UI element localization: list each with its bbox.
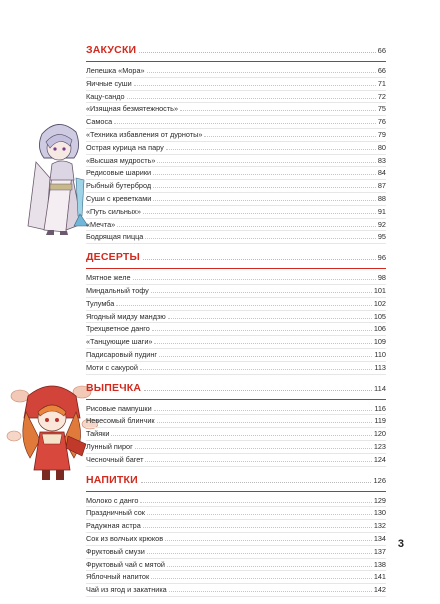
toc-entry[interactable] xyxy=(86,336,386,349)
dot-leader xyxy=(141,482,372,483)
toc-entry[interactable] xyxy=(86,129,386,142)
toc-entry[interactable] xyxy=(86,349,386,362)
toc-entry[interactable] xyxy=(86,219,386,232)
entry-page-number: 84 xyxy=(377,168,386,178)
dot-leader xyxy=(153,200,376,201)
toc-section xyxy=(86,251,386,374)
toc-entry[interactable] xyxy=(86,285,386,298)
dot-leader xyxy=(157,422,373,423)
entry-page-number: 129 xyxy=(373,495,386,505)
toc-entry[interactable] xyxy=(86,298,386,311)
dot-leader xyxy=(114,123,376,124)
entry-title: Лепешка «Мора» xyxy=(86,66,145,75)
dot-leader xyxy=(159,356,372,357)
toc-entry[interactable] xyxy=(86,533,386,546)
entry-title: Сок из волчьих крюков xyxy=(86,533,164,543)
entry-page-number: 66 xyxy=(377,66,386,75)
entry-page-number: 80 xyxy=(377,142,386,152)
toc-entry[interactable] xyxy=(86,559,386,572)
entry-page-number: 109 xyxy=(373,337,386,347)
entry-title: Молоко с данго xyxy=(86,495,139,505)
entry-title: Бодрящая пицца xyxy=(86,232,144,242)
entry-page-number: 124 xyxy=(373,454,386,464)
entry-title: Редисовые шарики xyxy=(86,168,152,178)
entry-title: Моти с сакурой xyxy=(86,362,138,372)
dot-leader xyxy=(169,591,372,592)
dot-leader xyxy=(154,410,373,411)
entry-title: Рыбный бутерброд xyxy=(86,181,152,191)
entry-title: «Высшая мудрость» xyxy=(86,155,156,165)
entry-page-number: 110 xyxy=(374,349,386,359)
dot-leader xyxy=(153,187,376,188)
toc-entry[interactable] xyxy=(86,103,386,116)
dot-leader xyxy=(151,578,372,579)
toc-entry[interactable] xyxy=(86,520,386,533)
entry-page-number: 87 xyxy=(377,181,386,191)
toc-entry[interactable] xyxy=(86,116,386,129)
dot-leader xyxy=(111,435,371,436)
dot-leader xyxy=(134,85,376,86)
entry-page-number: 141 xyxy=(373,572,386,582)
entry-title: Радужная астра xyxy=(86,521,141,531)
toc-entry[interactable] xyxy=(86,180,386,193)
dot-leader xyxy=(140,502,371,503)
toc-entry[interactable] xyxy=(86,231,386,244)
entry-title: Самоса xyxy=(86,117,113,127)
entry-title: Падисаровый пудинг xyxy=(86,349,158,359)
entry-title: Рисовые пампушки xyxy=(86,403,152,413)
section-header[interactable] xyxy=(86,474,386,492)
entry-page-number: 137 xyxy=(373,546,386,556)
entry-page-number: 91 xyxy=(377,206,386,216)
toc-entry[interactable] xyxy=(86,546,386,559)
entry-title: Трехцветное данго xyxy=(86,324,150,334)
dot-leader xyxy=(127,98,376,99)
dot-leader xyxy=(117,226,376,227)
entry-title: Невесомый блинчик xyxy=(86,416,155,426)
entry-page-number: 138 xyxy=(373,559,386,569)
toc-entry[interactable] xyxy=(86,428,386,441)
entry-title: Миндальный тофу xyxy=(86,285,149,295)
dot-leader xyxy=(147,72,376,73)
dot-leader xyxy=(116,305,371,306)
toc-section xyxy=(86,44,386,244)
entry-page-number: 83 xyxy=(377,155,386,165)
entry-page-number: 105 xyxy=(373,311,386,321)
section-page-number: 96 xyxy=(377,253,386,263)
entry-title: Суши с креветками xyxy=(86,193,152,203)
section-header[interactable] xyxy=(86,44,386,62)
entry-title: Яичные суши xyxy=(86,78,132,88)
entry-page-number: 95 xyxy=(377,232,386,242)
section-header[interactable] xyxy=(86,382,386,400)
toc-entry[interactable] xyxy=(86,206,386,219)
toc-section xyxy=(86,382,386,467)
entry-page-number: 113 xyxy=(374,362,386,372)
toc-entry[interactable] xyxy=(86,91,386,104)
dot-leader xyxy=(204,136,375,137)
entry-title: Кацу-сандо xyxy=(86,91,125,101)
dot-leader xyxy=(180,110,376,111)
toc-entry[interactable] xyxy=(86,155,386,168)
dot-leader xyxy=(154,343,371,344)
entry-page-number: 130 xyxy=(373,508,386,518)
toc-entry[interactable] xyxy=(86,403,386,416)
entry-page-number: 76 xyxy=(377,117,386,127)
entry-title: «Путь сильных» xyxy=(86,206,141,216)
entry-page-number: 75 xyxy=(377,104,386,114)
entry-page-number: 132 xyxy=(373,521,386,531)
toc-section xyxy=(86,474,386,597)
entry-title: Чесночный багет xyxy=(86,454,144,464)
toc-entry[interactable] xyxy=(86,323,386,336)
toc-entry[interactable] xyxy=(86,362,386,375)
dot-leader xyxy=(143,213,376,214)
entry-page-number: 101 xyxy=(373,285,386,295)
entry-page-number: 119 xyxy=(374,416,386,426)
page-number: 3 xyxy=(397,538,404,550)
toc-entry[interactable] xyxy=(86,415,386,428)
toc-entry[interactable] xyxy=(86,167,386,180)
entry-title: Тулумба xyxy=(86,298,115,308)
section-header[interactable] xyxy=(86,251,386,269)
dot-leader xyxy=(139,52,375,53)
section-title: НАПИТКИ xyxy=(86,473,138,486)
entry-title: «Мечта» xyxy=(86,219,116,229)
dot-leader xyxy=(144,390,372,391)
dot-leader xyxy=(143,527,372,528)
entry-page-number: 79 xyxy=(377,129,386,139)
toc-entry[interactable] xyxy=(86,571,386,584)
entry-page-number: 106 xyxy=(373,324,386,334)
dot-leader xyxy=(167,566,372,567)
entry-title: Яблочный напиток xyxy=(86,572,150,582)
toc-entry[interactable] xyxy=(86,142,386,155)
toc-entry[interactable] xyxy=(86,193,386,206)
entry-title: Фруктовый чай с мятой xyxy=(86,559,165,569)
toc-entry[interactable] xyxy=(86,65,386,78)
entry-page-number: 120 xyxy=(373,429,386,439)
character-illustration-white-haired xyxy=(22,118,94,236)
entry-title: Острая курица на пару xyxy=(86,142,164,152)
toc-entry[interactable] xyxy=(86,78,386,91)
dot-leader xyxy=(143,259,376,260)
section-title: ДЕСЕРТЫ xyxy=(86,251,141,264)
dot-leader xyxy=(157,162,375,163)
section-page-number: 66 xyxy=(377,46,386,55)
toc-entry[interactable] xyxy=(86,584,386,597)
toc-entry[interactable] xyxy=(86,441,386,454)
entry-title: Лунный пирог xyxy=(86,441,133,451)
entry-title: Чай из ягод и закатника xyxy=(86,585,167,595)
entry-title: «Танцующие шаги» xyxy=(86,337,153,347)
section-title: ЗАКУСКИ xyxy=(86,44,137,56)
section-page-number: 126 xyxy=(373,475,386,485)
entry-title: Мятное желе xyxy=(86,273,131,283)
entry-page-number: 72 xyxy=(377,91,386,101)
entry-title: «Изящная безмятежность» xyxy=(86,104,179,114)
dot-leader xyxy=(166,149,376,150)
dot-leader xyxy=(151,292,372,293)
dot-leader xyxy=(152,330,372,331)
entry-page-number: 102 xyxy=(373,298,386,308)
dot-leader xyxy=(147,553,372,554)
entry-title: Праздничный сок xyxy=(86,508,145,518)
entry-page-number: 123 xyxy=(373,441,386,451)
dot-leader xyxy=(147,514,372,515)
dot-leader xyxy=(133,279,376,280)
toc-entry[interactable] xyxy=(86,272,386,285)
dot-leader xyxy=(135,448,372,449)
toc-entry[interactable] xyxy=(86,454,386,467)
entry-title: Тайяки xyxy=(86,429,110,439)
entry-page-number: 71 xyxy=(377,78,386,88)
character-illustration-red-haired xyxy=(6,378,98,484)
entry-title: Фруктовый смузи xyxy=(86,546,145,556)
section-title: ВЫПЕЧКА xyxy=(86,381,142,394)
dot-leader xyxy=(165,540,372,541)
toc-entry[interactable] xyxy=(86,495,386,508)
entry-page-number: 98 xyxy=(377,273,386,283)
toc-entry[interactable] xyxy=(86,507,386,520)
entry-page-number: 134 xyxy=(373,533,386,543)
entry-page-number: 142 xyxy=(373,585,386,595)
table-of-contents xyxy=(86,44,386,604)
dot-leader xyxy=(145,238,376,239)
section-page-number: 114 xyxy=(374,383,386,393)
dot-leader xyxy=(140,369,372,370)
entry-page-number: 116 xyxy=(374,403,386,413)
dot-leader xyxy=(145,461,371,462)
entry-title: Ягодный мидзу мандзю xyxy=(86,311,166,321)
dot-leader xyxy=(153,174,376,175)
dot-leader xyxy=(168,318,372,319)
entry-page-number: 88 xyxy=(377,193,386,203)
entry-title: «Техника избавления от дурноты» xyxy=(86,129,203,139)
toc-entry[interactable] xyxy=(86,311,386,324)
entry-page-number: 92 xyxy=(377,219,386,229)
